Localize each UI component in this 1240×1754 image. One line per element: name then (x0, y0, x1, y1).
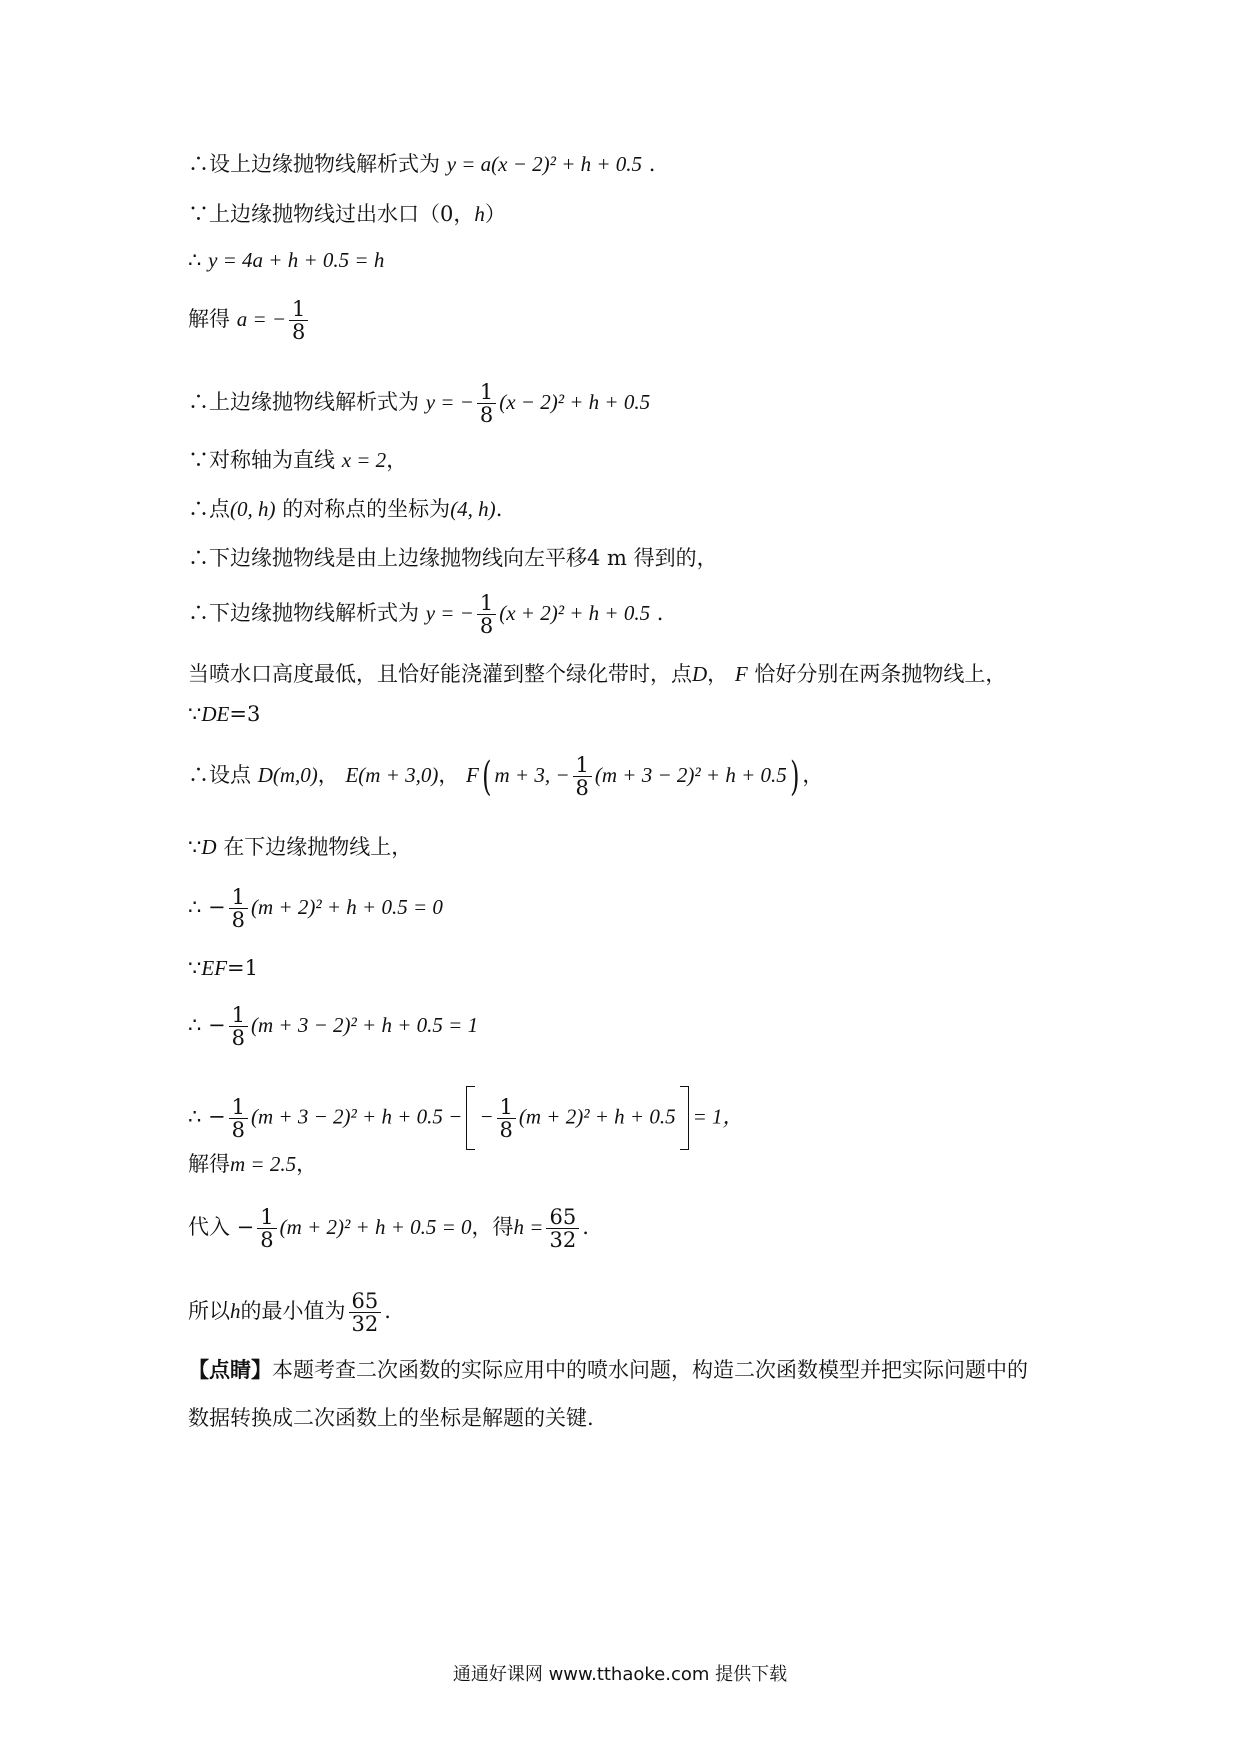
text: 的最小值为 (240, 1299, 346, 1323)
solution-line-2 (188, 200, 506, 228)
text: 恰好分别在两条抛物线上， (754, 662, 1007, 686)
fraction (229, 1004, 248, 1049)
text: ，得 (471, 1215, 514, 1239)
math-expression: (m + 2)² + h + 0.5 (518, 1104, 676, 1129)
solution-line-6 (188, 446, 407, 474)
solution-line-20 (188, 1290, 391, 1335)
point-e: E(m + 3,0) (345, 763, 439, 787)
denominator: 8 (289, 320, 308, 343)
numerator: 1 (292, 297, 306, 321)
math-expression: F (734, 662, 748, 686)
denominator: 8 (257, 1228, 276, 1251)
fraction (229, 886, 248, 931)
solution-line-13 (188, 833, 412, 861)
denominator: 8 (497, 1118, 516, 1141)
text: ， (296, 1152, 318, 1176)
math-expression: m = 2.5 (230, 1152, 297, 1176)
numerator: 1 (575, 753, 589, 777)
fraction (573, 754, 592, 799)
text: 当喷水口高度最低，且恰好能浇灌到整个绿化带时，点 (188, 662, 692, 686)
numerator: 65 (351, 1289, 379, 1313)
math-expression: (4, h) (450, 497, 496, 521)
math-expression: (m + 3 − 2)² + h + 0.5 − (251, 1104, 463, 1129)
text: ∴设上边缘抛物线解析式为 (188, 152, 440, 176)
text: ∴ − (188, 1013, 226, 1037)
bracket: 【 (188, 1357, 209, 1382)
math-expression: (m + 2)² + h + 0.5 = 0 (251, 895, 443, 919)
text: ∴点 (188, 497, 230, 521)
denominator: 32 (349, 1312, 382, 1335)
math-expression: y = − (425, 601, 474, 625)
denominator: 8 (229, 1026, 248, 1049)
text: 解得 (188, 1152, 230, 1176)
solution-line-3 (188, 246, 384, 274)
numerator: 1 (479, 591, 494, 615)
text: 解得 (188, 307, 230, 331)
text: ∵ (188, 956, 202, 980)
text: 得到的， (633, 546, 718, 570)
text: ∴下边缘抛物线解析式为 (188, 601, 419, 625)
text: . (495, 497, 503, 521)
math-expression: D (692, 662, 708, 686)
fraction (257, 1206, 276, 1251)
text: ， (386, 448, 408, 472)
math-expression: (x + 2)² + h + 0.5 (499, 601, 651, 625)
denominator: 8 (229, 1118, 248, 1141)
numerator: 1 (231, 885, 246, 909)
fraction (289, 298, 308, 343)
numerator: 1 (231, 1094, 246, 1119)
text: =3 (229, 702, 261, 726)
text: ∴上边缘抛物线解析式为 (188, 390, 419, 414)
point-f-label: F (466, 763, 479, 787)
numerator: 1 (260, 1205, 274, 1229)
math-expression: (0, h) (230, 497, 276, 521)
text: ， (707, 662, 729, 686)
fraction (546, 1206, 579, 1251)
solution-line-12 (188, 754, 823, 799)
text: ∵对称轴为直线 (188, 448, 335, 472)
fraction (349, 1290, 382, 1335)
solution-line-15 (188, 954, 258, 982)
math-expression: (m + 2)² + h + 0.5 = 0 (279, 1215, 472, 1239)
solution-line-8 (188, 544, 718, 572)
math-expression: y = a(x − 2)² + h + 0.5 (446, 152, 643, 176)
math-expression: − (479, 1104, 494, 1129)
solution-line-9 (188, 592, 663, 637)
text: ∵ (188, 835, 202, 859)
right-bracket (680, 1086, 689, 1150)
text: . (648, 152, 656, 176)
math-expression: D (201, 835, 217, 859)
denominator: 8 (229, 908, 248, 931)
comment-text: 数据转换成二次函数上的坐标是解题的关键. (188, 1406, 594, 1430)
denominator: 8 (477, 614, 496, 637)
text: ∴ − (188, 895, 226, 919)
text: . (384, 1299, 391, 1323)
text: =1 (227, 956, 258, 980)
numerator: 1 (499, 1094, 513, 1119)
text: ∴设点 (188, 763, 251, 787)
math-expression: EF (201, 956, 228, 980)
text: 代入 − (188, 1215, 255, 1239)
text: 的对称点的坐标为 (282, 497, 451, 521)
solution-line-10 (188, 660, 1006, 688)
solution-line-18 (188, 1150, 317, 1178)
numerator: 1 (231, 1003, 246, 1027)
math-expression: DE (201, 702, 230, 726)
solution-line-21 (188, 1356, 1028, 1384)
left-paren: ( (481, 753, 492, 800)
separator: ， (317, 763, 339, 787)
denominator: 32 (546, 1228, 579, 1251)
text: 在下边缘抛物线上， (223, 835, 413, 859)
solution-line-16 (188, 1004, 478, 1049)
text: ∴ − (188, 1104, 226, 1129)
text: ， (802, 763, 824, 787)
text: . (582, 1215, 589, 1239)
denominator: 8 (477, 403, 496, 426)
solution-line-22 (188, 1404, 594, 1432)
fraction (229, 1096, 248, 1141)
fraction (477, 381, 496, 426)
math-expression: (m + 3 − 2)² + h + 0.5 (594, 763, 787, 787)
fraction (497, 1096, 516, 1141)
math-expression: h (474, 202, 485, 226)
numerator: 65 (549, 1205, 577, 1229)
numerator: 1 (479, 380, 494, 404)
math-expression: h = (513, 1215, 544, 1239)
math-expression: y = 4a + h + 0.5 = h (208, 248, 385, 272)
solution-line-19 (188, 1206, 589, 1251)
math-expression: x = 2 (341, 448, 387, 472)
solution-line-17 (188, 1086, 744, 1150)
bracket: 】 (251, 1357, 272, 1382)
solution-line-11 (188, 700, 260, 728)
page-footer: 通通好课网 www.tthaoke.com 提供下载 (452, 1664, 788, 1685)
comment-label: 点睛 (209, 1357, 251, 1382)
text: . (656, 601, 664, 625)
separator: ， (438, 763, 460, 787)
text: 所以 (188, 1299, 230, 1323)
solution-line-4 (188, 298, 311, 343)
math-expression: y = − (425, 390, 474, 414)
comment-text: 本题考查二次函数的实际应用中的喷水问题，构造二次函数模型并把实际问题中的 (272, 1358, 1028, 1382)
math-expression: m + 3, − (494, 763, 570, 787)
solution-line-1 (188, 150, 655, 178)
math-expression: (m + 3 − 2)² + h + 0.5 = 1 (251, 1013, 479, 1037)
text: ） (484, 202, 506, 226)
text: ∵上边缘抛物线过出水口（0， (188, 202, 475, 226)
text: ∴下边缘抛物线是由上边缘抛物线向左平移 (188, 546, 587, 570)
left-bracket (466, 1086, 475, 1150)
math-expression: 4 m (587, 546, 627, 570)
fraction (477, 592, 496, 637)
solution-line-14 (188, 886, 443, 931)
text: ∴ (188, 248, 202, 272)
math-expression: (x − 2)² + h + 0.5 (499, 390, 651, 414)
math-expression: a = − (236, 307, 287, 331)
solution-line-7 (188, 495, 502, 523)
text: ∵ (188, 702, 202, 726)
math-expression: h (230, 1299, 241, 1323)
math-expression: = 1， (692, 1104, 744, 1129)
point-d: D(m,0) (257, 763, 318, 787)
denominator: 8 (573, 776, 592, 799)
right-paren: ) (789, 753, 800, 800)
solution-line-5 (188, 381, 650, 426)
